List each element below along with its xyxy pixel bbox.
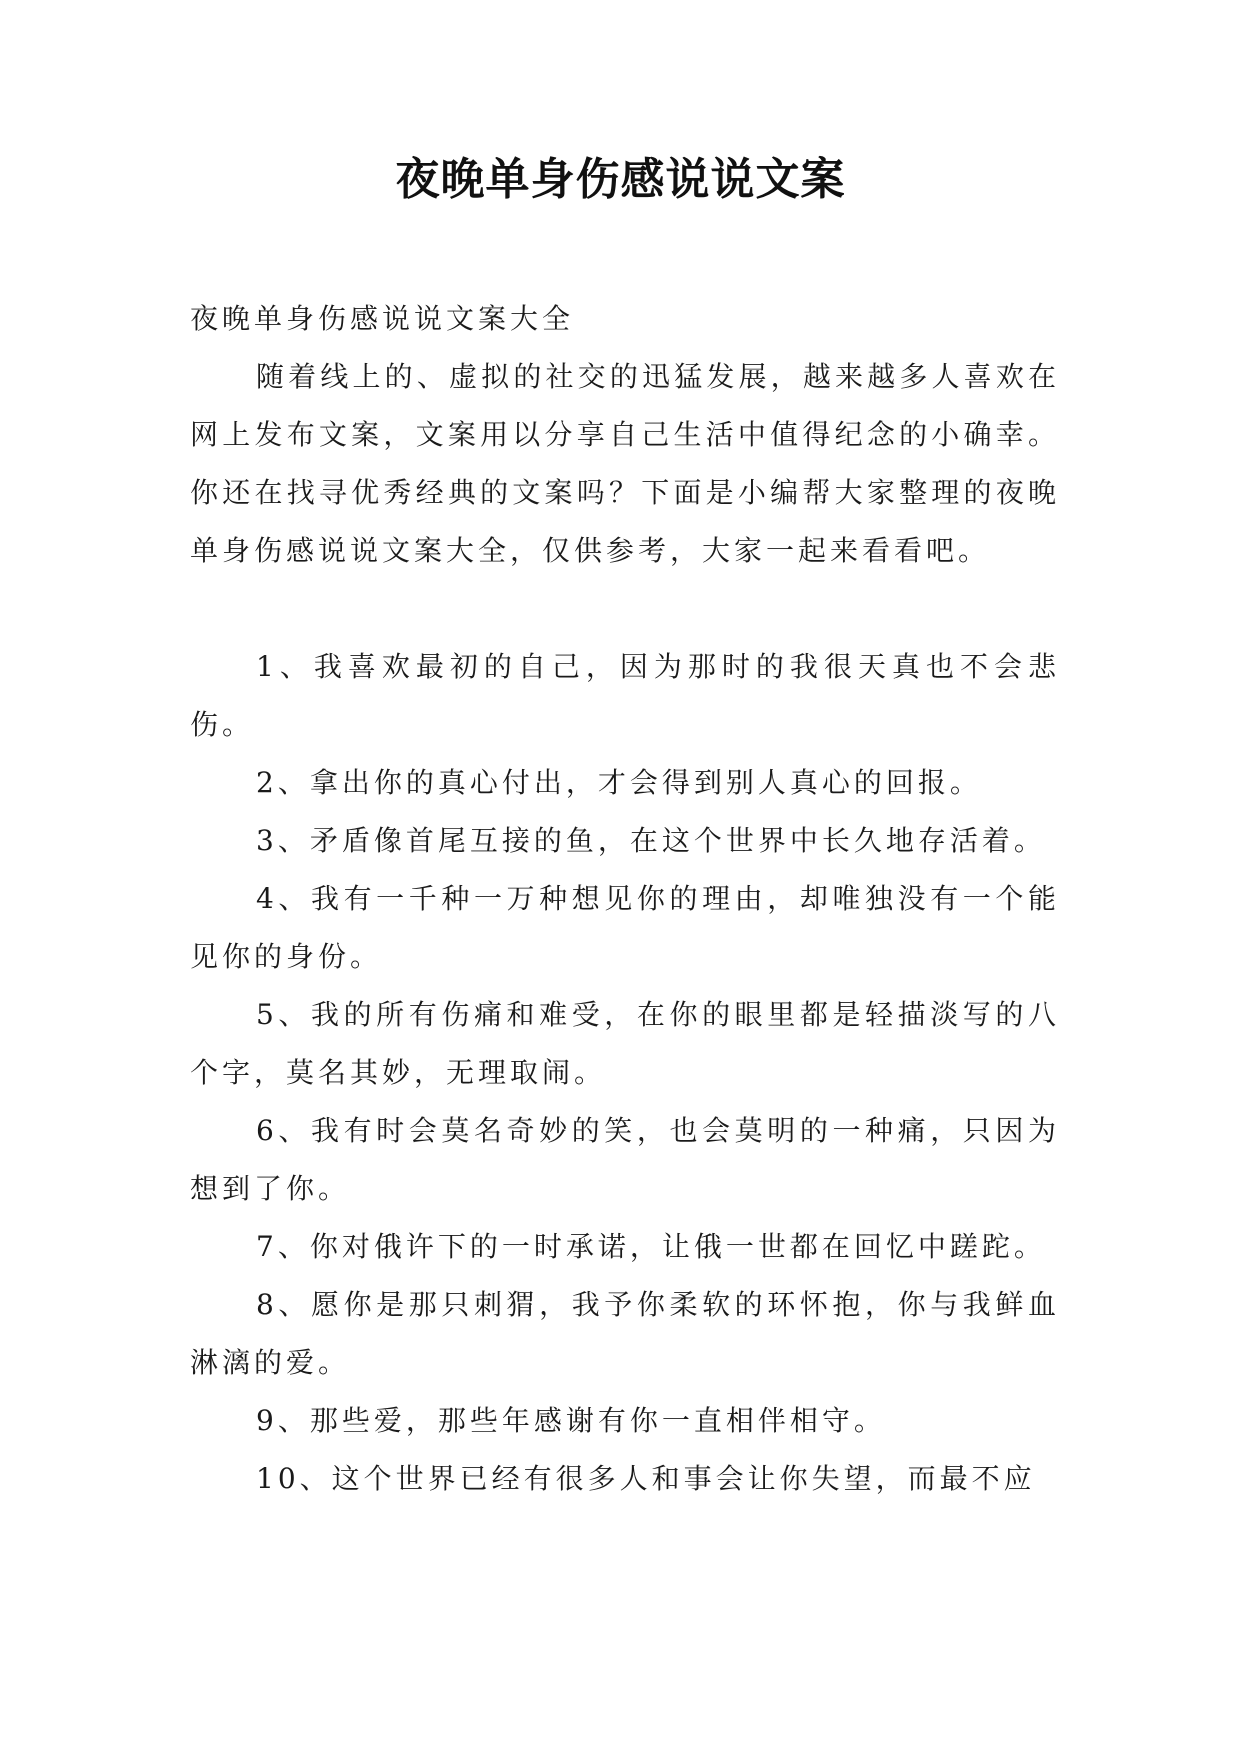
list-item: 4、我有一千种一万种想见你的理由，却唯独没有一个能见你的身份。 [190, 882, 1060, 973]
list-item: 1、我喜欢最初的自己，因为那时的我很天真也不会悲伤。 [190, 650, 1060, 741]
document-body [190, 290, 1060, 1508]
list-item: 10、这个世界已经有很多人和事会让你失望，而最不应 [256, 1462, 1036, 1495]
list-item: 3、矛盾像首尾互接的鱼，在这个世界中长久地存活着。 [256, 824, 1046, 857]
list-item: 2、拿出你的真心付出，才会得到别人真心的回报。 [256, 766, 982, 799]
list-item: 9、那些爱，那些年感谢有你一直相伴相守。 [256, 1404, 886, 1437]
document-subtitle: 夜晚单身伤感说说文案大全 [190, 302, 575, 335]
list-item: 6、我有时会莫名奇妙的笑，也会莫明的一种痛，只因为想到了你。 [190, 1114, 1060, 1205]
intro-paragraph: 随着线上的、虚拟的社交的迅猛发展，越来越多人喜欢在网上发布文案，文案用以分享自己生活中值得纪念的小确幸。你还在找寻优秀经典的文案吗？下面是小编帮大家整理的夜晚单身伤感说说文案大全，仅供参考，大家一起来看看吧。 [190, 360, 1060, 567]
paragraph-spacer [190, 580, 1060, 638]
document-title: 夜晚单身伤感说说文案 [395, 154, 846, 205]
list-item: 8、愿你是那只刺猬，我予你柔软的环怀抱，你与我鲜血淋漓的爱。 [190, 1288, 1060, 1379]
list-item: 7、你对俄许下的一时承诺，让俄一世都在回忆中蹉跎。 [256, 1230, 1046, 1263]
list-item: 5、我的所有伤痛和难受，在你的眼里都是轻描淡写的八个字，莫名其妙，无理取闹。 [190, 998, 1060, 1089]
